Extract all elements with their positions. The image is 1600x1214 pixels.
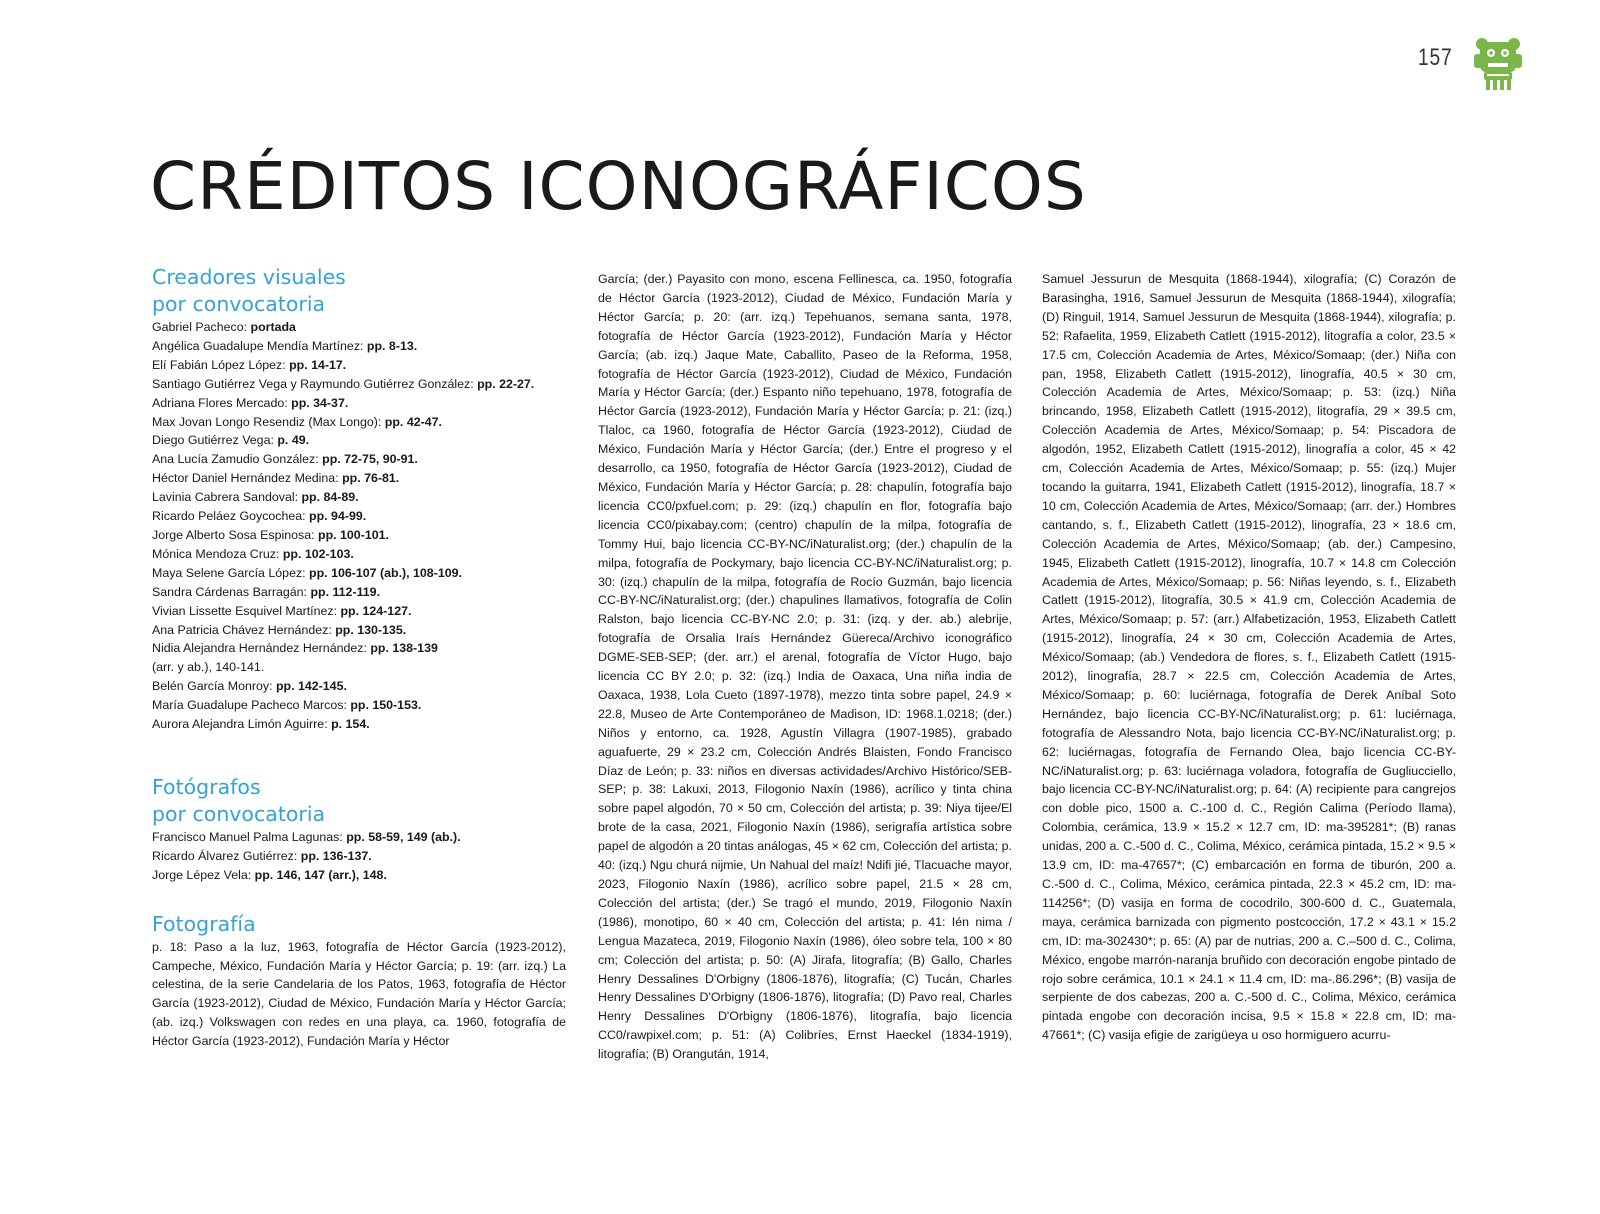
credit-name: Maya Selene García López: bbox=[152, 565, 310, 580]
credit-name: Aurora Alejandra Limón Aguirre: bbox=[152, 717, 332, 732]
credit-name: Nidia Alejandra Hernández Hernández: bbox=[152, 641, 371, 656]
credit-name: Héctor Daniel Hernández Medina: bbox=[152, 471, 343, 486]
credit-name: Gabriel Pacheco: bbox=[152, 320, 251, 334]
credit-line bbox=[152, 696, 566, 715]
credit-name: Sandra Cárdenas Barragán: bbox=[152, 584, 311, 599]
credit-name: Lavinia Cabrera Sandoval: bbox=[152, 490, 302, 505]
credit-line bbox=[152, 847, 566, 866]
column-2 bbox=[598, 270, 1012, 1064]
creators-section bbox=[152, 264, 566, 734]
photography-credits-part-2: García; (der.) Payasito con mono, escena Fellinesca, ca. 1950, fotografía de Héctor García (1923-2012), Ciudad de México, Fundación María y Héctor García; p. 20: (arr. izq.) Tepehuanos, semana santa, 1978, fotografía de Héctor García (1923-2012), Fundación María y Héctor García; (ab. izq.) Jaque Mate, Caballito, Paseo de la Reforma, 1958, fotografía de Héctor García (1923-2012), Ciudad de México, Fundación María y Héctor García; (der.) Espanto niño tepehuano, 1978, fotografía de Héctor García (1923-2012), Fundación María y Héctor García; p. 21: (izq.) Tlaloc, ca 1960, fotografía de Héctor García (1923-2012), Ciudad de México, Fundación María y Héctor García; (der.) Entre el progreso y el desarrollo, ca 1950, fotografía de Héctor García (1923-2012), Ciudad de México, Fundación María y Héctor García; p. 28: chapulín, fotografía bajo licencia CC0/pxfuel.com; p. 29: (izq.) chapulín en flor, fotografía bajo licencia CC0/pixabay.com; (centro) chapulín de la milpa, fotografía de Tommy Hui, bajo licencia CC-BY-NC/iNaturalist.org; (der.) chapulín de la milpa, fotografía de Pockymary, bajo licencia CC-BY-NC/iNaturalist.org; p. 30: (izq.) chapulín de la milpa, fotografía de Rocío Guzmán, bajo licencia CC-BY-NC/iNaturalist.org; (der.) chapulines llamativos, fotografía de Colin Ralston, bajo licencia CC-BY-NC 2.0; p. 31: (izq. y der. ab.) alebrije, fotografía de Orsalia Iraís Hernández Güereca/Archivo iconográfico DGME-SEB-SEP; (der. arr.) el arenal, fotografía de Víctor Hugo, bajo licencia CC BY 2.0; p. 32: (izq.) India de Oaxaca, Una niña india de Oaxaca, 1938, Lola Cueto (1897-1978), mezzo tinta sobre papel, 24.9 × 22.8, Museo de Arte Contemporáneo de Madison, ID: 1968.1.0218; (der.) Niños y entorno, ca. 1928, Agustín Villagra (1907-1985), grabado aguafuerte, 29 × 23.2 cm, Colección Andrés Blaisten, Fondo Francisco Díaz de León; p. 33: niños en diversas actividades/Archivo Histórico/SEB-SEP; p. 38: Lakuxi, 2013, Filogonio Naxín (1986), acrílico y tinta china sobre papel algodón, 70 × 50 cm, Colección del artista; p. 39: Niya tijee/El brote de la casa, 2021, Filogonio Naxín (1986), serigrafía artística sobre papel de algodón a 20 tintas análogas, 45 × 62 cm, Colección del artista; p. 40: (izq.) Ngu churá nijmie, Un Nahual del maíz! Ndifi jié, Tlacuache mayor, 2023, Filogonio Naxín (1986), acrílico sobre papel, 21.5 × 28 cm, Colección del artista; (der.) Se tragó el mundo, 2019, Filogonio Naxín (1986), monotipo, 60 × 40 cm, Colección del artista; p. 41: Ién nima / Lengua Mazateca, 2019, Filogonio Naxín (1986), óleo sobre tela, 100 × 80 cm; Colección del artista; p. 50: (A) Jirafa, litografía; (B) Gallo, Charles Henry Dessalines D'Orbigny (1806-1876), litografía; (C) Tucán, Charles Henry Dessalines D'Orbigny (1806-1876), litografía; (D) Pavo real, Charles Henry Dessalines D'Orbigny (1806-1876), litografía, bajo licencia CC0/rawpixel.com; p. 51: (A) Colibríes, Ernst Haeckel (1834-1919), litografía; (B) Orangután, 1914, bbox=[598, 272, 1012, 1062]
credit-name: Angélica Guadalupe Mendía Martínez: bbox=[152, 338, 367, 353]
credit-pages: pp. 72-75, 90-91. bbox=[322, 452, 418, 467]
credit-line bbox=[152, 431, 566, 450]
credit-line bbox=[152, 866, 566, 885]
credit-line bbox=[152, 658, 566, 677]
credit-name: Francisco Manuel Palma Lagunas: bbox=[152, 829, 347, 844]
photographers-section bbox=[152, 774, 566, 885]
credit-pages: p. 49. bbox=[277, 433, 310, 448]
credit-name: María Guadalupe Pacheco Marcos: bbox=[152, 698, 351, 713]
credit-pages: pp. 136-137. bbox=[300, 848, 372, 863]
credit-pages: pp. 94-99. bbox=[309, 509, 367, 524]
credit-line bbox=[152, 677, 566, 696]
credit-pages: pp. 142-145. bbox=[275, 679, 347, 694]
photographers-list bbox=[152, 828, 566, 885]
credit-pages: pp. 112-119. bbox=[310, 584, 381, 599]
credit-pages: pp. 124-127. bbox=[340, 603, 412, 618]
credit-line bbox=[152, 526, 566, 545]
photography-credits-part-1: p. 18: Paso a la luz, 1963, fotografía de Héctor García (1923-2012), Campeche, México, Fundación María y Héctor García; p. 19: (arr. izq.) La celestina, de la serie Candelaria de los Patos, 1963, fotografía de Héctor García (1923-2012), Ciudad de México, Fundación María y Héctor García; (ab. izq.) Volkswagen con redes en una playa, ca. 1960, fotografía de Héctor García (1923-2012), Fundación María y Héctor bbox=[152, 939, 566, 1049]
credit-pages: pp. 102-103. bbox=[282, 546, 354, 561]
credit-name: Jorge Lépez Vela: bbox=[152, 867, 255, 882]
photography-credits-part-3: Samuel Jessurun de Mesquita (1868-1944), xilografía; (C) Corazón de Barasingha, 1916, Samuel Jessurun de Mesquita (1868-1944), xilografía; (D) Ringuil, 1914, Samuel Jessurun de Mesquita (1868-1944), xilografía; p. 52: Rafaelita, 1959, Elizabeth Catlett (1915-2012), litografía a color, 23.5 × 17.5 cm, Colección Academia de Artes, México/Somaap; (der.) Niña con pan, 1958, Elizabeth Catlett (1915-2012), linografía, 40.5 × 30 cm, Colección Academia de Artes, México/Somaap; p. 53: (izq.) Niña brincando, 1958, Elizabeth Catlett (1915-2012), litografía, 29 × 39.5 cm, Colección Academia de Artes, México/Somaap; p. 54: Piscadora de algodón, 1952, Elizabeth Catlett (1915-2012), linografía a color, 45 × 42 cm, Colección Academia de Artes, México/Somaap; p. 55: (izq.) Mujer tocando la guitarra, 1941, Elizabeth Catlett (1915-2012), linografía, 18.7 × 10 cm, Colección Academia de Artes, México/Somaap; (arr. der.) Hombres cantando, s. f., Elizabeth Catlett (1915-2012), linografía, 23 × 18.6 cm, Colección Academia de Artes, México/Somaap; (ab. der.) Campesino, 1945, Elizabeth Catlett (1915-2012), linografía, 10.7 × 14.8 cm Colección Academia de Artes, México/Somaap; p. 56: Niñas leyendo, s. f., Elizabeth Catlett (1915-2012), litografía, 30.5 × 41.9 cm, Colección Academia de Artes, México/Somaap; p. 57: (arr.) Alfabetización, 1953, Elizabeth Catlett (1915-2012), linografía, 24 × 30 cm, Colección Academia de Artes, México/Somaap; (ab.) Vendedora de flores, s. f., Elizabeth Catlett (1915-2012), linografía, 28.7 × 22.5 cm, Colección Academia de Artes, México/Somaap; p. 60: luciérnaga, fotografía de Derek Aníbal Soto Hernández, bajo licencia CC-BY-NC/iNaturalist.org; p. 61: luciérnaga, fotografía de Alessandro Nota, bajo licencia CC-BY-NC/iNaturalist.org; p. 62: luciérnagas, fotografía de Fernando Olea, bajo licencia CC-BY-NC/iNaturalist.org; p. 63: luciérnaga voladora, fotografía de Gugliucciello, bajo licencia CC-BY-NC/iNaturalist.org; p. 64: (A) recipiente para cangrejos con doble pico, 1500 a. C.-100 d. C., Región Calima (Período llama), Colombia, cerámica, 13.9 × 15.2 × 12.7 cm, ID: ma-395281*; (B) ranas unidas, 200 a. C.-500 d. C., Colima, México, cerámica pintada, 15.2 × 9.5 × 13.9 cm, ID: ma-47657*; (C) embarcación en forma de tiburón, 200 a. C.-500 d. C., Colima, México, cerámica pintada, 22.3 × 45.2 cm, ID: ma-114256*; (D) vasija en forma de cocodrilo, 300-600 d. C., Guatemala, maya, cerámica barnizada con pigmento postcocción, 17.2 × 43.1 × 15.2 cm, ID: ma-302430*; p. 65: (A) par de nutrias, 200 a. C.–500 d. C., Colima, México, engobe marrón-naranja bruñido con decoración engobe pintado de rojo sobre cerámica, 10.1 × 24.1 × 11.4 cm, ID: ma-.86.296*; (B) vasija de serpiente de dos cabezas, 200 a. C.-500 d. C., Colima, México, cerámica pintada engobe con decoración incisa, 9.5 × 15.8 × 22.8 cm, ID: ma-47661*; (C) vasija efigie de zarigüeya u oso hormiguero acurru- bbox=[1042, 272, 1456, 1043]
credit-pages: pp. 138-139 bbox=[370, 641, 438, 656]
photography-heading: Fotografía bbox=[152, 911, 256, 936]
photographers-heading: Fotógrafos por convocatoria bbox=[152, 774, 326, 826]
credit-line bbox=[152, 469, 566, 488]
credit-line bbox=[152, 375, 566, 394]
photography-section bbox=[152, 911, 566, 1051]
credit-line bbox=[152, 337, 566, 356]
credit-name: Jorge Alberto Sosa Espinosa: bbox=[152, 527, 318, 542]
credit-pages: portada bbox=[250, 320, 296, 334]
credit-name: Diego Gutiérrez Vega: bbox=[152, 433, 278, 448]
credit-line bbox=[152, 507, 566, 526]
green-aztec-glyph-icon bbox=[1472, 36, 1524, 92]
credit-pages: pp. 34-37. bbox=[291, 395, 349, 410]
credit-pages: pp. 14-17. bbox=[289, 357, 347, 372]
credit-pages: p. 154. bbox=[331, 717, 370, 732]
credit-name: Max Jovan Longo Resendiz (Max Longo): bbox=[152, 414, 385, 429]
credit-line bbox=[152, 564, 566, 583]
credit-pages: pp. 150-153. bbox=[350, 698, 422, 713]
credit-line bbox=[152, 621, 566, 640]
credit-pages: pp. 22-27. bbox=[477, 376, 535, 391]
column-3 bbox=[1042, 270, 1456, 1045]
credit-pages: pp. 106-107 (ab.), 108-109. bbox=[309, 565, 462, 580]
credit-line bbox=[152, 450, 566, 469]
credit-line bbox=[152, 356, 566, 375]
credit-line bbox=[152, 828, 566, 847]
credit-name: (arr. y ab.), 140-141. bbox=[152, 660, 265, 675]
creators-heading: Creadores visuales por convocatoria bbox=[152, 265, 346, 316]
credit-pages: pp. 8-13. bbox=[366, 338, 418, 353]
page-title: CRÉDITOS ICONOGRÁFICOS bbox=[150, 148, 1087, 225]
credit-pages: pp. 100-101. bbox=[318, 527, 389, 542]
credit-name: Ricardo Peláez Goycochea: bbox=[152, 509, 310, 524]
credit-line bbox=[152, 545, 566, 564]
column-1 bbox=[152, 265, 566, 1051]
credit-name: Vivian Lissette Esquivel Martínez: bbox=[152, 603, 341, 618]
credit-pages: pp. 58-59, 149 (ab.). bbox=[346, 829, 461, 844]
credit-line bbox=[152, 488, 566, 507]
credit-line bbox=[152, 413, 566, 432]
credit-name: Adriana Flores Mercado: bbox=[152, 395, 292, 410]
credit-name: Belén García Monroy: bbox=[152, 679, 276, 694]
credit-line bbox=[152, 639, 566, 658]
credit-name: Mónica Mendoza Cruz: bbox=[152, 546, 283, 561]
credit-line bbox=[152, 583, 566, 602]
credit-pages: pp. 84-89. bbox=[301, 490, 359, 505]
credit-name: Ricardo Álvarez Gutiérrez: bbox=[152, 848, 301, 863]
credit-line bbox=[152, 715, 566, 734]
credit-name: Santiago Gutiérrez Vega y Raymundo Gutiérrez González: bbox=[152, 376, 478, 391]
credit-name: Elí Fabián López López: bbox=[152, 357, 290, 372]
creators-list bbox=[152, 318, 566, 734]
page-number: 157 bbox=[1418, 44, 1453, 71]
credit-name: Ana Patricia Chávez Hernández: bbox=[152, 622, 336, 637]
credit-pages: pp. 42-47. bbox=[384, 414, 442, 429]
credit-line bbox=[152, 318, 566, 337]
credit-pages: pp. 76-81. bbox=[342, 471, 400, 486]
credit-pages: pp. 130-135. bbox=[335, 622, 407, 637]
credit-line bbox=[152, 394, 566, 413]
credit-line bbox=[152, 602, 566, 621]
credit-name: Ana Lucía Zamudio González: bbox=[152, 452, 323, 467]
credit-pages: pp. 146, 147 (arr.), 148. bbox=[254, 867, 387, 882]
